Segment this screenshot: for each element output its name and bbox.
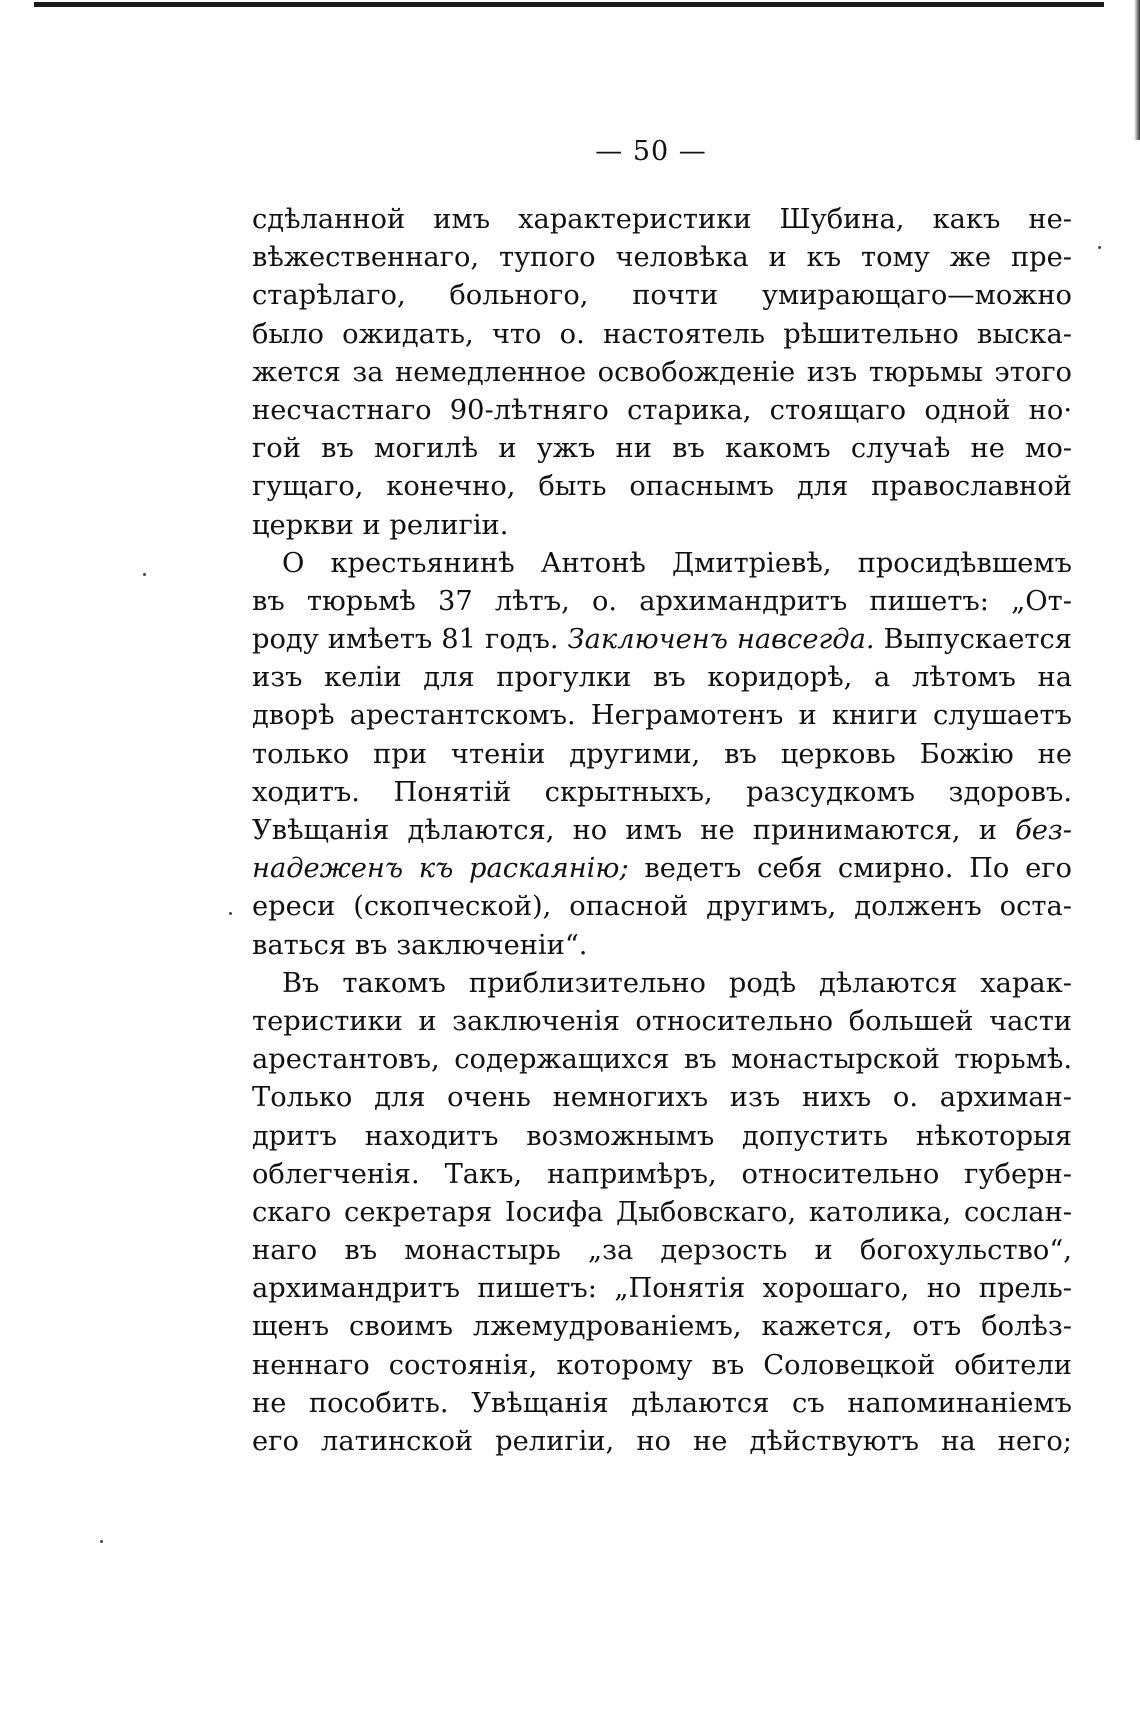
text-line: старѣлаго, больного, почти умирающаго—можно <box>252 280 1072 312</box>
text-line: жется за немедленное освобожденіе изъ тюрьмы этого <box>252 356 1072 388</box>
text-line: Въ такомъ приблизительно родѣ дѣлаются харак- <box>282 967 1072 999</box>
text-line: церкви и религіи. <box>252 509 509 541</box>
text-line: гой въ могилѣ и ужъ ни въ какомъ случаѣ не мо- <box>252 433 1072 465</box>
text-line <box>252 850 1072 888</box>
text-segment: роду имѣетъ 81 годъ. <box>252 624 559 656</box>
text-line: гущаго, конечно, быть опаснымъ для православной <box>252 471 1072 503</box>
body-text <box>252 201 1072 1461</box>
text-segment: Выпускается <box>883 624 1072 656</box>
text-line: архимандритъ пишетъ: „Понятія хорошаго, но прель- <box>252 1273 1072 1305</box>
text-segment: ведетъ себя смирно. По его <box>644 853 1072 885</box>
top-scan-rule <box>34 0 1104 9</box>
text-line: щенъ своимъ лжемудрованіемъ, кажется, отъ болѣз- <box>252 1311 1072 1343</box>
text-line: ходитъ. Понятій скрытныхъ, разсудкомъ здоровъ. <box>252 776 1072 808</box>
text-line: теристики и заключенія относительно большей части <box>252 1005 1072 1037</box>
text-line: ереси (скопческой), опасной другимъ, долженъ оста- <box>252 891 1072 923</box>
text-line: скаго секретаря Іосифа Дыбовскаго, католика, сослан- <box>252 1196 1072 1228</box>
page-number: — 50 — <box>595 136 707 167</box>
italic-text: без- <box>1015 815 1072 846</box>
text-line: вѣжественнаго, тупого человѣка и къ тому же пре- <box>252 242 1072 274</box>
text-line: наго въ монастырь „за дерзость и богохульство“, <box>252 1235 1072 1267</box>
text-line <box>252 812 1072 850</box>
scan-speck <box>1098 246 1101 249</box>
text-line <box>252 621 1072 659</box>
scan-speck <box>143 573 146 576</box>
text-line: О крестьянинѣ Антонѣ Дмитріевѣ, просидѣвшемъ <box>282 547 1072 579</box>
text-line: только при чтеніи другими, въ церковь Божію не <box>252 738 1072 770</box>
text-line: сдѣланной имъ характеристики Шубина, какъ не- <box>252 204 1072 235</box>
text-line: Только для очень немногихъ изъ нихъ о. архиман- <box>252 1082 1072 1114</box>
text-line: дритъ находитъ возможнымъ допустить нѣкоторыя <box>252 1120 1072 1152</box>
text-line: неннаго состоянія, которому въ Соловецкой обители <box>252 1349 1072 1381</box>
text-segment: Увѣщанія дѣлаются, но имъ не принимаются, и <box>252 815 997 846</box>
text-line: дворѣ арестантскомъ. Неграмотенъ и книги слушаетъ <box>252 700 1072 732</box>
text-line: облегченія. Такъ, напримѣръ, относительно губерн- <box>252 1158 1072 1190</box>
scan-speck <box>100 1540 103 1543</box>
text-line: ваться въ заключеніи“. <box>252 929 588 961</box>
text-line: не пособить. Увѣщанія дѣлаются съ напоминаніемъ <box>252 1387 1072 1419</box>
text-line: его латинской религіи, но не дѣйствуютъ на него; <box>252 1426 1072 1457</box>
text-line: несчастнаго 90-лѣтняго старика, стоящаго одной но· <box>252 394 1072 426</box>
scan-speck <box>229 912 232 915</box>
text-line: арестантовъ, содержащихся въ монастырской тюрьмѣ. <box>252 1044 1072 1076</box>
italic-text: Заключенъ навсегда. <box>567 624 875 656</box>
text-line: было ожидать, что о. настоятель рѣшительно выска- <box>252 318 1072 350</box>
page-edge-shadow <box>1134 0 1140 140</box>
italic-text: надеженъ къ раскаянію; <box>252 853 629 885</box>
text-line: изъ келіи для прогулки въ коридорѣ, а лѣтомъ на <box>252 662 1072 694</box>
text-line: въ тюрьмѣ 37 лѣтъ, о. архимандритъ пишетъ: „От- <box>252 585 1072 617</box>
